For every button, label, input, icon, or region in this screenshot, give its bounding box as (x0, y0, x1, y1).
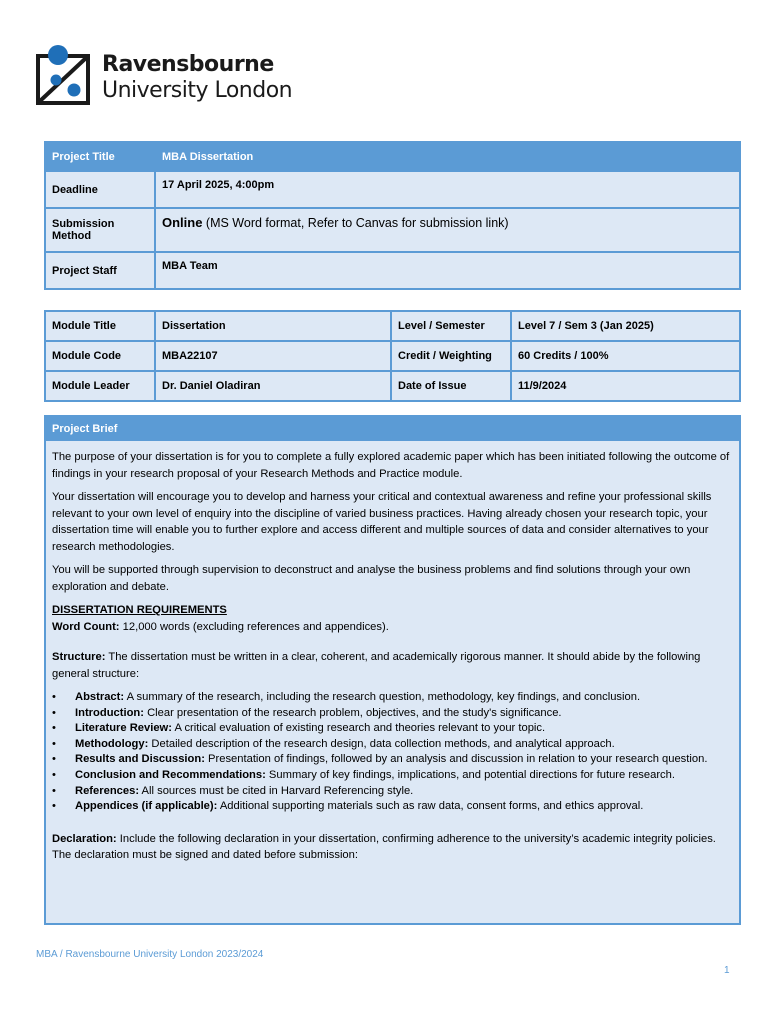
staff-label: Project Staff (45, 252, 155, 289)
list-item (52, 706, 733, 722)
list-item (52, 799, 733, 815)
item-label: Literature Review: (75, 722, 172, 735)
declaration-text: Include the following declaration in your dissertation, confirming adherence to the university’s academic integrity policies. The declaration must be signed and dated before submission: (52, 832, 716, 862)
date-of-issue-label: Date of Issue (391, 371, 511, 401)
item-label: References: (75, 784, 140, 797)
list-item (52, 752, 733, 768)
brief-paragraph: You will be supported through supervision to deconstruct and analyse the business problems and find solutions through your own exploration and debate. (52, 564, 691, 593)
bullet-icon: • (52, 691, 56, 703)
project-brief-box (44, 415, 741, 925)
project-title-value: MBA Dissertation (155, 142, 740, 171)
bullet-icon: • (52, 784, 56, 797)
word-count-label: Word Count: (52, 620, 120, 633)
deadline-row (45, 171, 740, 208)
submission-value (155, 208, 740, 252)
level-semester-value: Level 7 / Sem 3 (Jan 2025) (511, 311, 740, 341)
submission-value-rest: (MS Word format, Refer to Canvas for submission link) (202, 216, 509, 230)
item-label: Appendices (if applicable): (75, 800, 218, 813)
bullet-icon: • (52, 753, 56, 766)
ravensbourne-logo-icon (36, 44, 92, 106)
credit-weighting-value: 60 Credits / 100% (511, 341, 740, 371)
declaration-label: Declaration: (52, 832, 117, 845)
list-item (52, 737, 733, 753)
bullet-icon: • (52, 800, 56, 813)
item-label: Abstract: (75, 691, 125, 703)
submission-value-bold: Online (162, 215, 203, 230)
table-row (45, 341, 740, 371)
item-text: All sources must be cited in Harvard Referencing style. (139, 784, 414, 797)
list-item (52, 768, 733, 784)
module-code-label: Module Code (45, 341, 155, 371)
project-brief-body (46, 441, 739, 864)
brief-paragraph: Your dissertation will encourage you to develop and harness your critical and contextual awareness and refine your professional skills relevant to your own level of enquiry into the discipline of varied business practices. Having already chosen your research topic, your dissertation time will enable you to further explore and access different and multiple sources of data and consider alternatives to your research methodologies. (52, 491, 712, 553)
module-info-table (44, 310, 741, 402)
item-text: A summary of the research, including the research question, methodology, key findings, and conclusion. (124, 691, 641, 703)
deadline-value: 17 April 2025, 4:00pm (155, 171, 740, 208)
project-title-label: Project Title (45, 142, 155, 171)
item-text: Presentation of findings, followed by an analysis and discussion in relation to your research question. (204, 753, 708, 766)
item-text: Clear presentation of the research problem, objectives, and the study's significance. (143, 706, 562, 719)
item-text: Summary of key findings, implications, and potential directions for future research. (265, 768, 675, 781)
project-info-table (44, 141, 741, 290)
structure-line (52, 649, 733, 682)
module-title-label: Module Title (45, 311, 155, 341)
table-row (45, 311, 740, 341)
submission-label: Submission Method (45, 208, 155, 252)
submission-row (45, 208, 740, 252)
list-item (52, 690, 733, 706)
level-semester-label: Level / Semester (391, 311, 511, 341)
university-logo (36, 44, 336, 108)
item-label: Methodology: (75, 737, 149, 750)
word-count-text: 12,000 words (excluding references and appendices). (119, 620, 389, 633)
logo-name: Ravensbourne (102, 52, 274, 77)
table-row (45, 371, 740, 401)
bullet-icon: • (52, 722, 56, 735)
page-footer: MBA / Ravensbourne University London 2023/2024 (36, 949, 264, 960)
bullet-icon: • (52, 706, 56, 719)
item-text: Detailed description of the research design, data collection methods, and analytical approach. (148, 737, 615, 750)
module-code-value: MBA22107 (155, 341, 391, 371)
structure-text: The dissertation must be written in a clear, coherent, and academically rigorous manner. It should abide by the following general structure: (52, 651, 701, 680)
project-brief-header: Project Brief (46, 417, 739, 441)
declaration-line (52, 831, 733, 864)
bullet-icon: • (52, 768, 56, 781)
item-label: Introduction: (75, 706, 144, 719)
project-title-row (45, 142, 740, 171)
structure-label: Structure: (52, 651, 106, 663)
structure-list (52, 690, 733, 815)
module-leader-value: Dr. Daniel Oladiran (155, 371, 391, 401)
brief-paragraph: The purpose of your dissertation is for you to complete a fully explored academic paper which has been initiated following the outcome of findings in your research proposal of your Research Methods and Practice module. (52, 451, 730, 480)
page-number: 1 (724, 965, 730, 976)
word-count-line (52, 619, 733, 636)
logo-subtitle: University London (102, 78, 293, 103)
credit-weighting-label: Credit / Weighting (391, 341, 511, 371)
staff-value: MBA Team (155, 252, 740, 289)
requirements-heading: DISSERTATION REQUIREMENTS (52, 604, 227, 616)
module-leader-label: Module Leader (45, 371, 155, 401)
list-item (52, 784, 733, 800)
item-label: Results and Discussion: (75, 753, 205, 766)
deadline-label: Deadline (45, 171, 155, 208)
bullet-icon: • (52, 737, 56, 750)
date-of-issue-value: 11/9/2024 (511, 371, 740, 401)
list-item (52, 721, 733, 737)
item-text: Additional supporting materials such as raw data, consent forms, and ethics approval. (217, 800, 644, 813)
staff-row (45, 252, 740, 289)
module-title-value: Dissertation (155, 311, 391, 341)
item-label: Conclusion and Recommendations: (75, 768, 266, 781)
item-text: A critical evaluation of existing research and theories relevant to your topic. (172, 722, 546, 735)
